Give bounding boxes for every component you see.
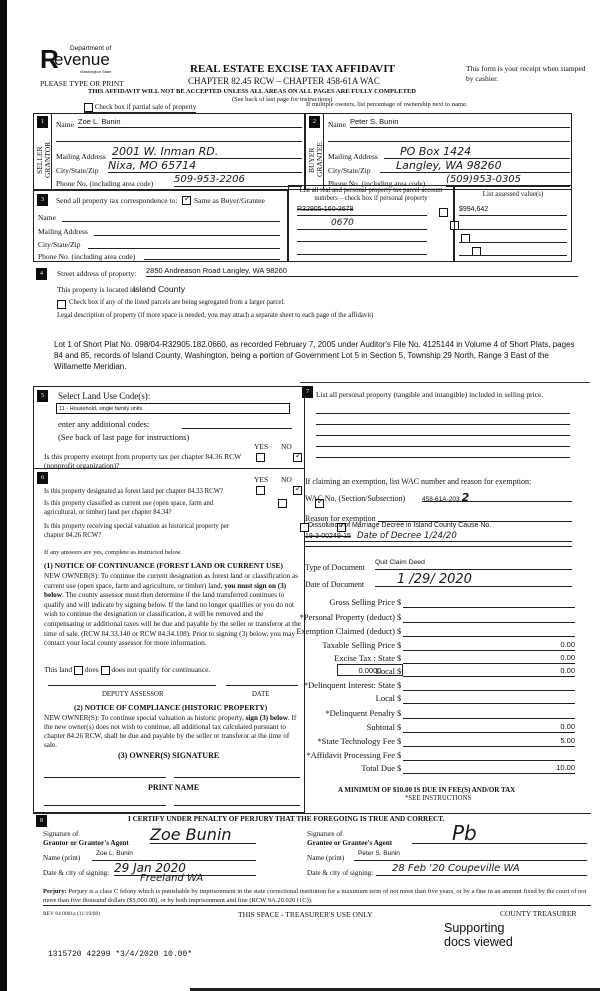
land-use-yes-header: YES xyxy=(254,442,269,451)
correspondence-section xyxy=(33,190,288,262)
corr-name-label: Name xyxy=(38,213,56,222)
fee-affidavit-processing: *Affidavit Processing Fee $ xyxy=(305,750,585,763)
corr-city-label: City/State/Zip xyxy=(38,240,81,249)
forest-no-checkbox[interactable] xyxy=(293,486,302,495)
same-as-buyer-label: Same as Buyer/Grantee xyxy=(194,196,265,205)
grantor-name-label: Name (print) xyxy=(43,854,81,862)
logo-main-text: evenue xyxy=(54,50,110,69)
seller-mailing-label: Mailing Address xyxy=(56,152,106,161)
logo-top-text: Department of xyxy=(70,45,112,52)
buyer-name-field[interactable]: Peter S. Bunin xyxy=(350,117,570,128)
section-number-7: 7 xyxy=(302,386,313,398)
assessed-value-1[interactable]: $994,642 xyxy=(459,206,567,216)
delinquent-interest-local-field[interactable] xyxy=(403,693,575,704)
land-use-section xyxy=(33,386,305,476)
buyer-city-label: City/State/Zip xyxy=(328,166,371,175)
land-use-no-header: NO xyxy=(281,442,292,451)
delinquent-penalty-field[interactable] xyxy=(403,708,575,719)
assessed-value-2[interactable] xyxy=(459,220,567,230)
personal-property-label: List all personal property (tangible and intangible) included in selling price. xyxy=(316,390,544,399)
receipt-note: This form is your receipt when stamped by cashier. xyxy=(466,64,586,83)
grantor-name-field[interactable]: Zoe L. Bunin xyxy=(92,850,256,861)
located-in-value: Island County xyxy=(133,284,185,294)
doc-date-label: Date of Document xyxy=(305,580,365,589)
exempt-no-checkbox[interactable] xyxy=(293,453,302,462)
correspondence-label: Send all property tax correspondence to: xyxy=(56,196,178,205)
land-use-label: Select Land Use Code(s): xyxy=(58,391,151,401)
corr-phone-field[interactable] xyxy=(144,250,280,260)
segregated-label: Check box if any of the listed parcels are being segregated from a larger parcel. xyxy=(69,299,285,306)
print-name-line-1[interactable] xyxy=(44,805,166,806)
affidavit-processing-fee-field[interactable] xyxy=(403,750,575,761)
current-use-yes-checkbox[interactable] xyxy=(278,499,287,508)
fee-exemption-claimed: Exemption Claimed (deduct) $ xyxy=(305,626,585,639)
wac-label: WAC No. (Section/Subsection) xyxy=(305,494,406,503)
assessor-date-label: DATE xyxy=(252,691,270,698)
form-number: REV 84 0001a (11/19/08) xyxy=(43,911,100,917)
designation-no-header: NO xyxy=(281,475,292,484)
scan-edge-shadow xyxy=(0,0,7,991)
total-due-field[interactable]: 10.00 xyxy=(403,763,575,774)
street-address-label: Street address of property: xyxy=(57,269,137,278)
section-number-4: 4 xyxy=(36,268,47,280)
parcel-numbers-box xyxy=(288,185,454,262)
minimum-fee-note: A MINIMUM OF $10.00 IS DUE IN FEE(S) AND/OR TAX xyxy=(338,786,516,794)
county-treasurer-label: COUNTY TREASURER xyxy=(500,909,577,918)
personal-property-line-3[interactable] xyxy=(316,435,570,436)
doc-type-label: Type of Document xyxy=(305,563,365,572)
grantee-name-label: Name (print) xyxy=(307,854,345,862)
continuance-qualify-row: This land does does not qualify for continuance. xyxy=(44,665,211,674)
fee-gross-selling-price: Gross Selling Price $ xyxy=(305,597,585,610)
section-number-1: 1 xyxy=(37,116,48,128)
parcel-row-3[interactable] xyxy=(297,232,427,242)
excise-tax-state-field[interactable]: 0.00 xyxy=(403,653,575,664)
multiple-owners-note: If multiple owners, list percentage of ownership next to name. xyxy=(306,101,468,108)
notice-compliance-title: (2) NOTICE OF COMPLIANCE (HISTORIC PROPERTY) xyxy=(74,703,268,712)
notice-compliance-text: NEW OWNER(S): To continue special valuation as historic property, sign (3) below. If the new owner(s) does not wish to continue, all additional tax calculated pursuant to chapter 84.26 RCW, shall be due and payable by the seller or transferor at the time of sale. xyxy=(44,714,297,749)
personal-property-line-5[interactable] xyxy=(316,457,570,458)
grantee-signature-label: Signature of Grantee or Grantee's Agent xyxy=(307,830,393,847)
doc-type-field[interactable]: Quit Claim Deed xyxy=(375,559,572,570)
continuance-does-checkbox[interactable] xyxy=(74,666,83,675)
buyer-section xyxy=(305,113,572,190)
fee-excise-state: Excise Tax : State $ 0.00 xyxy=(334,653,575,663)
seller-name-label: Name xyxy=(56,120,74,129)
corr-phone-label: Phone No. (including area code) xyxy=(38,252,136,261)
if-yes-instruction: If any answers are yes, complete as instructed below. xyxy=(44,549,182,556)
corr-name-field[interactable] xyxy=(62,211,280,222)
buyer-name-label: Name xyxy=(328,120,346,129)
owner-signature-line-2[interactable] xyxy=(174,777,300,778)
personal-property-line-4[interactable] xyxy=(316,446,570,447)
same-as-buyer-checkbox[interactable] xyxy=(182,196,191,205)
deputy-assessor-label: DEPUTY ASSESSOR xyxy=(102,691,164,698)
buyer-phone-label: Phone No. (including area code) xyxy=(328,179,426,188)
reason-line-1[interactable] xyxy=(378,512,572,522)
reason-line-3[interactable] xyxy=(305,546,572,547)
gross-selling-price-field[interactable] xyxy=(403,597,575,608)
fee-delinquent-interest-local: Local $ xyxy=(305,693,585,706)
exempt-yes-checkbox[interactable] xyxy=(256,453,265,462)
land-use-see-back: (See back of last page for instructions) xyxy=(58,432,190,442)
buyer-name-line2[interactable] xyxy=(328,141,570,142)
additional-codes-label: enter any additional codes: xyxy=(58,419,150,429)
dor-logo xyxy=(40,42,122,78)
state-technology-fee-field[interactable]: 5.00 xyxy=(403,736,575,747)
seller-name-field[interactable]: Zoe L. Bunin xyxy=(78,117,302,128)
delinquent-interest-state-field[interactable] xyxy=(403,680,575,691)
taxable-selling-price-field[interactable]: 0.00 xyxy=(403,640,575,651)
assessed-header: List assessed value(s) xyxy=(482,190,544,198)
owner-signature-heading: (3) OWNER(S) SIGNATURE xyxy=(118,751,220,760)
treasurer-use-only-label: THIS SPACE - TREASURER'S USE ONLY xyxy=(238,910,373,919)
seller-city-field[interactable]: Nixa, MO 65714 xyxy=(108,159,302,173)
buyer-city-field[interactable]: Langley, WA 98260 xyxy=(380,159,570,173)
perjury-notice: Perjury: Perjury is a class C felony which is punishable by imprisonment in the state correctional institution for a maximum term of not more than five years, or by a fine in an amount fixed by the court of not more than five thousand dollars ($5,000.00), or by both imprisonment and fine (RCW 9A.20.020 (1C)). xyxy=(43,887,591,906)
forest-land-question: Is this property designated as forest land per chapter 84.33 RCW? xyxy=(44,488,224,495)
form-chapter: CHAPTER 82.45 RCW – CHAPTER 458-61A WAC xyxy=(188,76,380,86)
section-number-2: 2 xyxy=(309,116,320,128)
legal-description-label: Legal description of property (if more space is needed, you may attach a separate sheet to each page of the affidavit) xyxy=(57,312,374,319)
please-type-label: PLEASE TYPE OR PRINT xyxy=(40,79,124,88)
reason-text-1: Dissolution of Marriage Decree in Island County Cause No. xyxy=(308,522,492,529)
seller-phone-field[interactable]: 509-953-2206 xyxy=(174,174,302,187)
seller-name-line2[interactable] xyxy=(56,141,302,142)
doc-date-field[interactable]: 1 /29/ 2020 xyxy=(375,572,572,587)
parcel-header: List all real and personal property tax parcel account numbers – check box if personal property xyxy=(299,187,443,202)
cashier-receipt-line: 1315720 42299 *3/4/2020 10.00* xyxy=(48,950,193,959)
section-number-5: 5 xyxy=(37,390,48,402)
fee-delinquent-interest-state: *Delinquent Interest: State $ xyxy=(305,680,585,693)
fee-personal-property: *Personal Property (deduct) $ xyxy=(305,612,585,625)
assessed-value-3[interactable] xyxy=(459,233,567,243)
buyer-grantee-label: BUYER GRANTEE xyxy=(307,142,324,178)
historical-question: Is this property receiving special valuation as historical property per chapter 84.26 RCW? xyxy=(44,523,230,539)
buyer-phone-field[interactable]: (509)953-0305 xyxy=(446,174,570,187)
logo-sub-text: Washington State xyxy=(80,69,112,74)
fee-delinquent-penalty: *Delinquent Penalty $ xyxy=(305,708,585,721)
corr-mailing-label: Mailing Address xyxy=(38,227,88,236)
exempt-question: Is this property exempt from property tax per chapter 84.36 RCW (nonprofit organization)? xyxy=(44,452,242,470)
grantor-city-handwritten: Freeland WA xyxy=(140,873,204,884)
assessed-values-box xyxy=(454,185,572,262)
print-name-line-2[interactable] xyxy=(174,805,300,806)
grantor-signature-label: Signature of Grantor or Grantor's Agent xyxy=(43,830,129,847)
buyer-mailing-field[interactable]: PO Box 1424 xyxy=(384,145,570,159)
fee-total-due: Total Due $ 10.00 xyxy=(361,763,575,773)
located-in-label: This property is located in xyxy=(57,285,136,294)
seller-phone-label: Phone No. (including area code) xyxy=(56,179,154,188)
continuance-does-not-checkbox[interactable] xyxy=(101,666,110,675)
parcel-row-4[interactable] xyxy=(297,245,427,255)
notice-continuance-title: (1) NOTICE OF CONTINUANCE (FOREST LAND OR CURRENT USE) xyxy=(44,561,284,570)
partial-sale-row xyxy=(84,103,196,113)
fee-state-technology: *State Technology Fee $ 5.00 xyxy=(317,736,575,746)
personal-property-line-2[interactable] xyxy=(316,424,570,425)
local-rate-field[interactable]: 0.0000 xyxy=(337,664,403,676)
land-use-select[interactable]: 11 - Household, single family units xyxy=(56,403,290,414)
section-number-3: 3 xyxy=(37,194,48,206)
buyer-mailing-label: Mailing Address xyxy=(328,152,378,161)
certification-top-border xyxy=(33,813,591,814)
personal-property-deduct-field[interactable] xyxy=(403,612,575,623)
certification-title: I CERTIFY UNDER PENALTY OF PERJURY THAT THE FOREGOING IS TRUE AND CORRECT. xyxy=(128,815,445,823)
additional-codes-field[interactable] xyxy=(182,419,292,429)
notice-continuance-text: NEW OWNER(S): To continue the current designation as forest land or classification as current use (open space, farm and agriculture, or timber) land, you must sign on (3) below. The county assessor must then determine if the land transferred continues to qualify and will indicate by signing below. If the land no longer qualifies or you do not wish to continue the designation or classification, it will be removed and the compensating or additional taxes will be due and payable by the seller or transferor at the time of sale. (RCW 84.33.140 or RCW 84.34.108). Prior to signing (3) below, you may contact your local county assessor for more information. xyxy=(44,572,301,648)
current-use-question: Is this property classified as current use (open space, farm and agricultural, or timber) land per chapter 84.34? xyxy=(44,500,214,516)
assessed-value-4[interactable] xyxy=(459,246,567,256)
seller-city-label: City/State/Zip xyxy=(56,166,99,175)
excise-tax-local-field[interactable]: 0.00 xyxy=(403,666,575,677)
section-number-6: 6 xyxy=(37,472,48,484)
parcel-row-2[interactable]: 0670 xyxy=(297,218,427,230)
seller-mailing-field[interactable]: 2001 W. Inman RD. xyxy=(112,145,302,159)
grantor-signature-field[interactable]: Zoe Bunin xyxy=(150,826,256,844)
parcel-number-1: R32905-160-3678 xyxy=(297,206,354,213)
warning-text: THIS AFFIDAVIT WILL NOT BE ACCEPTED UNLESS ALL AREAS ON ALL PAGES ARE FULLY COMPLETED xyxy=(88,88,416,95)
section4-divider xyxy=(300,382,590,383)
logo-r-glyph: R xyxy=(40,44,59,74)
print-name-label: PRINT NAME xyxy=(148,783,200,792)
fee-excise-local: Local $ 0.00 xyxy=(375,666,575,676)
grantor-date-field[interactable]: 29 Jan 2020 xyxy=(114,861,256,876)
corr-city-field[interactable] xyxy=(88,238,280,249)
grantee-signature-field[interactable]: Pb xyxy=(412,822,587,844)
supporting-docs-stamp: Supporting docs viewed xyxy=(444,921,513,949)
personal-property-line-1[interactable] xyxy=(316,413,570,414)
parcel-row-1[interactable] xyxy=(297,206,427,216)
section-number-8: 8 xyxy=(36,815,47,827)
fee-subtotal: Subtotal $ 0.00 xyxy=(366,722,575,732)
deputy-assessor-line[interactable] xyxy=(48,685,216,686)
grantee-name-field[interactable]: Peter S. Bunin xyxy=(354,850,587,861)
reason-line-2[interactable]: 19-3-00249-15 Date of Decree 1/24/20 xyxy=(305,531,572,542)
grantee-date-field[interactable]: 28 Feb '20 Coupeville WA xyxy=(376,863,587,876)
designation-section xyxy=(33,468,305,813)
owner-signature-line-1[interactable] xyxy=(44,777,166,778)
parcel-1-personal-checkbox[interactable] xyxy=(439,208,448,217)
segregated-checkbox[interactable] xyxy=(57,300,66,309)
fee-taxable-selling-price: Taxable Selling Price $ 0.00 xyxy=(322,640,575,650)
see-instructions-note: *SEE INSTRUCTIONS xyxy=(405,795,472,802)
corr-mailing-field[interactable] xyxy=(94,225,280,236)
see-back-note: (See back of last page for instructions) xyxy=(232,96,333,103)
reason-label: Reason for exemption xyxy=(305,514,376,523)
designation-yes-header: YES xyxy=(254,475,269,484)
partial-sale-checkbox[interactable] xyxy=(84,103,93,112)
form-title: REAL ESTATE EXCISE TAX AFFIDAVIT xyxy=(190,63,395,75)
partial-sale-label: Check box if partial sale of property xyxy=(94,103,197,112)
exemption-label: If claiming an exemption, list WAC number and reason for exemption: xyxy=(305,477,532,486)
subtotal-field[interactable]: 0.00 xyxy=(403,722,575,733)
seller-grantor-label: SELLER GRANTOR xyxy=(35,141,52,179)
grantee-date-label: Date & city of signing: xyxy=(307,869,374,877)
legal-description-text[interactable]: Lot 1 of Short Plat No. 098/04-R32905.182.0660, as recorded February 7, 2005 under Auditor's File No. 4125144 in Volume 4 of Short Plats, pages 84 and 85, records of Island County, Washington, being a portion of Government Lot 5 in Section 5, Township 29 North, Range 3 East of the Willamette Meridian. xyxy=(54,340,575,371)
street-address-field[interactable]: 2850 Andreason Road Langley, WA 98260 xyxy=(146,266,578,277)
exemption-claimed-field[interactable] xyxy=(403,626,575,637)
assessor-date-line[interactable] xyxy=(226,685,298,686)
seller-section xyxy=(33,113,305,190)
grantor-date-label: Date & city of signing: xyxy=(43,869,110,877)
wac-field[interactable]: 458-61A-203 2 xyxy=(422,491,572,502)
forest-yes-checkbox[interactable] xyxy=(256,486,265,495)
